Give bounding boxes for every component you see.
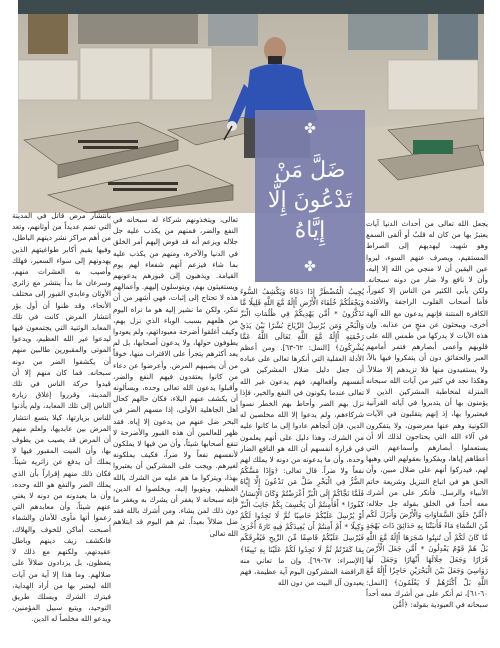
ornament-top-icon: ✤ bbox=[304, 121, 316, 137]
article-column-3 bbox=[113, 214, 238, 638]
cemetery-scene-image bbox=[18, 0, 484, 213]
pull-quote-box bbox=[255, 110, 365, 282]
pull-quote-line-3: إِيَّاهُ bbox=[294, 218, 326, 243]
column-2-text: يُجِيبُ الْمُضْطَرَّ إِذَا دَعَاهُ وَيَكْشِفُ السُّوءَ وَيَجْعَلُكُمْ خُلَفَاءَ الْأَرْضِ أَإِلَٰهٌ مَّعَ اللَّهِ قَلِيلًا مَّا تَذَكَّرُونَ * أَمَّن يَهْدِيكُمْ فِي ظُلُمَاتِ الْبَرِّ وَالْبَحْرِ وَمَن يُرْسِلُ الرِّيَاحَ بُشْرًا بَيْنَ يَدَيْ رَحْمَتِهِ أَإِلَٰهٌ مَّعَ اللَّهِ تَعَالَى اللَّهُ عَمَّا يُشْرِكُونَ﴾ [النمل: ٦٢-٦٣]. ومن أعظم الأدلة العقلية التي أنكرها تعالى على عباده أن جعل دليل ضلال المشركين في أنفسهم وأفعالهم، فهم يدعون غير الله تعالى عندما يكونون في النفع والخير، فإذا نزل بهم الضر وأحاط بهم الخطر نسوا شركاءهم، ولم يدعوا إلا الله مخلصين له الدين، فإن أنجاهم عادوا إلى ما كانوا عليه من الشرك، وهذا دليل على أنهم يعلمون في قرارة أنفسهم أن الله هو النافع الضار وحده، وأن ما يدعونه من دونه لا يملك لهم نفعاً ولا ضراً. قال تعالى: ﴿وَإِذَا مَسَّكُمُ الضُّرُّ فِي الْبَحْرِ ضَلَّ مَن تَدْعُونَ إِلَّا إِيَّاهُ فَلَمَّا نَجَّاكُمْ إِلَى الْبَرِّ أَعْرَضْتُمْ وَكَانَ الْإِنسَانُ كَفُورًا * أَفَأَمِنتُمْ أَن يَخْسِفَ بِكُمْ جَانِبَ الْبَرِّ أَوْ يُرْسِلَ عَلَيْكُمْ حَاصِبًا ثُمَّ لَا تَجِدُوا لَكُمْ وَكِيلًا * أَمْ أَمِنتُمْ أَن يُعِيدَكُمْ فِيهِ تَارَةً أُخْرَىٰ فَيُرْسِلَ عَلَيْكُمْ قَاصِفًا مِّنَ الرِّيحِ فَيُغْرِقَكُم بِمَا كَفَرْتُمْ ثُمَّ لَا تَجِدُوا لَكُمْ عَلَيْنَا بِهِ تَبِيعًا﴾ [الإسراء: ٦٧-٦٩]. وإن ما تعاني منه الرافضة المشركون اليوم آية عظيمة، فهم يعبدون آل البيت من دون الله bbox=[240, 287, 364, 588]
pull-quote-line-1: ضَلَّ مَنْ bbox=[274, 158, 346, 183]
column-4-text: بانتشار مرض قاتل في المدينة التي تضم عديداً من أوثانهم، وتعد من أهم مراكز نشر دينهم الباطل، وفيها يقيم أكابر طواغيتهم الذين يهدونهم إلى سواء السعير، فهلك وأصيب به العشرات منهم، وسرعان ما بدأ ينتشر مع زائري الأوثان وعابدي القبور إلى مختلف الأنحاء، وقد ظنوا أن أول بؤر انتشار المرض كانت في تلك المعابد الوثنية التي يجتمعون فيها ليدعوا غير الله العظيم، ويدعوا الموتى والمقبورين طالبين منهم أن يكشفوا الضر من دونه سبحانه. فما كان منهم إلا أن قيدوا حركة الناس في تلك المدينة، وقرروا إغلاق زيارة الناس إلى تلك المعابد، ولم يأذنوا للناس بزيارتها، كيلا يتسع انتشار المرض بين عابديها، ولعلم منهم أن المرض قد يصيب من يطوف بها، وأن الميت المقبور فيها لا يملك أن يدفع عن زائريه شيئاً. فكان ذلك منهم إقراراً بأن الذي يملك الضر والنفع هو الله وحده، وأن ما يعبدونه من دونه لا يغني عنهم شيئاً، وأن معابدهم التي زعموا أنها مأوى للأمان والشفاء أصبحت أماكن للخوف والهلاك، فانكشف زيف دينهم وباطل عقيدتهم، ولكنهم مع ذلك لا يتعظون، بل يزدادون ضلالاً على ضلالهم. وما هذا إلا آية من آيات الله ليعتبر بها من أراد الهداية، فيترك الشرك ويسلك طريق التوحيد، ويتبع سبيل المؤمنين، ويدعو الله مخلصاً له الدين. bbox=[12, 211, 111, 624]
pull-quote-line-2: تَدْعُونَ إِلَّا bbox=[268, 188, 352, 213]
column-3-text: تعالى، ويتخذونهم شركاء له سبحانه في النفع والضر، فمنهم من يكذب عليه جل جلاله ويزعم أنه قد فوض إليهم أمر الخلق في الدنيا والآخرة، ومنهم من يكذب عليه بما شاء فيزعم أنهم شفعاء لهم يوم القيامة. ويذهبون إلى قبورهم يدعونهم ويستغيثون بهم، ويتوسلون إليهم. وأعمالهم هذه لا تحتاج إلى إثبات، فهي أشهر من أن تنكر، ولكن ما نشير إليه هو ما نراه اليوم من هلعهم بسبب الوباء الذي نزل بهم، وكيف أغلقوا أضرحة معبوداتهم، ولم يعودوا يطوفون حولها، ولا يدعون أصحابها، بل لم يعد أكثرهم يتجرأ على الاقتراب منها، خوفاً من أن يصيبهم المرض. وأعرضوا عن دعاء من كانوا يعتقدون فيهم النفع والضر، وأقبلوا يدعون الله تعالى وحده، ويسألونه أن يكشف عنهم البلاء، فكان حالهم كحال أهل الجاهلية الأولى، إذا مسهم الضر في البحر ضل عنهم من يدعون إلا إياه. فقد ظهر للعالمين أن هذه القبور والأضرحة لا تنفع أصحابها شيئاً، وأن من فيها لا يملكون لأنفسهم نفعاً ولا ضراً، فكيف يملكونه لغيرهم. ويجب على المشركين أن يعتبروا بهذا، ويتركوا ما هم عليه من الشرك بالله العظيم، ويتوبوا إليه، ويخلصوا له الدين، فإنه سبحانه لا يغفر أن يشرك به ويغفر ما دون ذلك لمن يشاء. ومن أشرك بالله فقد ضل ضلالاً بعيداً. ثم هم اليوم قد ابتلاهم الله تعالى bbox=[113, 215, 238, 538]
column-1-text: يجعل الله تعالى من أحداث الدنيا آيات يعتبرُ بها من كان له قلبٌ أو ألقى السمع وهو شهيد، ليهديهم إلى الصراط المستقيم، ويصرف عنهم السوء، ليروا عين اليقين أن لا منجي من الله إلا إليه، وأن لا نافع ولا ضار من دونه سبحانه. ولكن يأبى الكثير من الناس إلا كفوراً، فأما أصحاب القلوب الراجفة والأفئدة الكافرة المنتنة فإنهم يدعون مع الله آلهة أخرى، ويبحثون عن منجٍ من عذابه. وإن هذه الآيات لا يدركها من طمس الله على قلوبهم وأعمى أبصارهم فتمر أمامهم العبر والحقائق دون أن يتفكروا فيها بالاً، ولا يستفيدون منها فلا تزيدهم إلا ضلالاً. وهكذا نجد في كثير من آيات الله سبحانه المنزلة لمخاطبة المشركين الذين لا يؤمنون بها أن يتدبروا في آياته القرآنية فيعتبروا بها، إذ إنهم يتقلبون في الآيات الكونية وهم عنها معرضون، ولا يتفكرون في آلاء الله التي يحتاجون لذلك ألا أن يستعملوا أبصارهم وأسماعهم التي أعطاهم إياها، ويفكروا بعقولهم التي وهبها لهم، فيدركوا أنهم على ضلال مبين، وأن الحق هو في اتباع التنزيل وشريعة خاتم الأنبياء والرسل. فأنكر على من أشرك معه أحداً في الخلق بقوله جل جلاله: ﴿أَمَّنْ خَلَقَ السَّمَاوَاتِ وَالْأَرْضَ وَأَنزَلَ لَكُم مِّنَ السَّمَاءِ مَاءً فَأَنبَتْنَا بِهِ حَدَائِقَ ذَاتَ بَهْجَةٍ مَّا كَانَ لَكُمْ أَن تُنبِتُوا شَجَرَهَا أَإِلَٰهٌ مَّعَ اللَّهِ بَلْ هُمْ قَوْمٌ يَعْدِلُونَ * أَمَّن جَعَلَ الْأَرْضَ قَرَارًا وَجَعَلَ خِلَالَهَا أَنْهَارًا وَجَعَلَ لَهَا رَوَاسِيَ وَجَعَلَ بَيْنَ الْبَحْرَيْنِ حَاجِزًا أَإِلَٰهٌ مَّعَ اللَّهِ بَلْ أَكْثَرُهُمْ لَا يَعْلَمُونَ﴾ [النمل: ٦٠-٦١]، ثم أنكر على من أشرك معه أحداً سبحانه في العبودية بقوله: ﴿أَمَّن bbox=[366, 219, 488, 609]
article-column-2 bbox=[240, 286, 364, 638]
ornament-bottom-icon: ✤ bbox=[304, 259, 316, 275]
article-column-4 bbox=[12, 210, 111, 638]
cemetery-photo bbox=[18, 0, 484, 213]
article-column-1 bbox=[366, 218, 488, 638]
